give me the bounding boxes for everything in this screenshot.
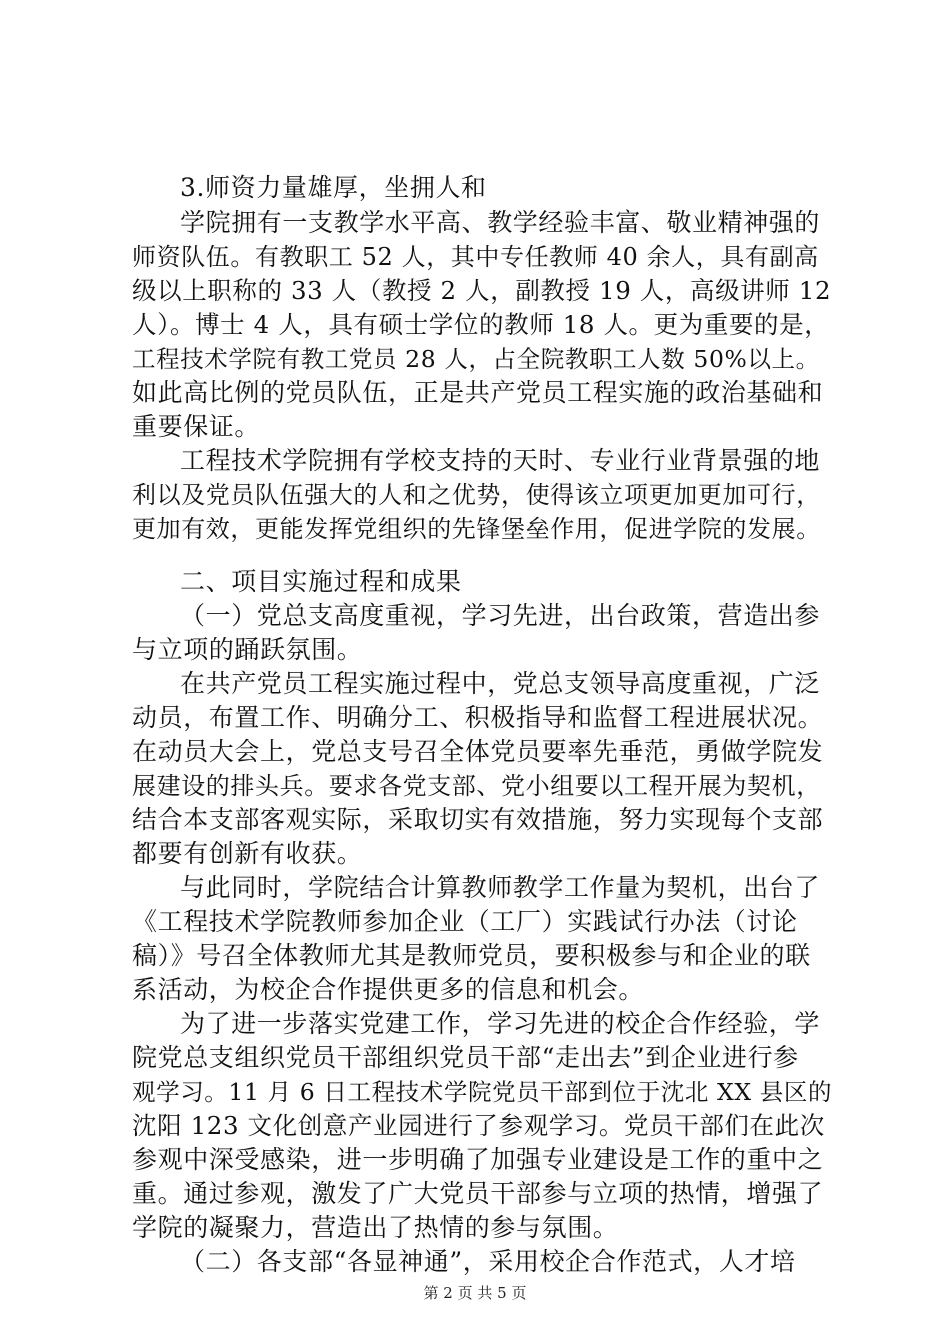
paragraph-line: 观学习。11 月 6 日工程技术学院党员干部到位于沈北 XX 县区的	[132, 1078, 833, 1106]
paragraph-line: 工程技术学院有教工党员 28 人，占全院教职工人数 50%以上。	[132, 345, 820, 373]
paragraph-line: 为了进一步落实党建工作，学习先进的校企合作经验，学	[180, 1009, 821, 1038]
paragraph-line: 结合本支部客观实际，采取切实有效措施，努力实现每个支部	[132, 805, 824, 834]
paragraph-line: 与立项的踊跃氛围。	[132, 635, 363, 664]
paragraph-line: 《工程技术学院教师参加企业（工厂）实践试行办法（讨论	[132, 907, 798, 936]
paragraph-line: 沈阳 123 文化创意产业园进行了参观学习。党员干部们在此次	[132, 1111, 825, 1140]
paragraph-line: 人）。博士 4 人，具有硕士学位的教师 18 人。更为重要的是，	[132, 310, 830, 339]
paragraph-line: 院党总支组织党员干部组织党员干部“走出去”到企业进行参	[132, 1043, 799, 1072]
paragraph-line: 工程技术学院拥有学校支持的天时、专业行业背景强的地	[180, 446, 821, 475]
paragraph-line: 系活动，为校企合作提供更多的信息和机会。	[132, 975, 645, 1004]
paragraph-line: 动员，布置工作、明确分工、积极指导和监督工程进展状况。	[132, 703, 824, 732]
paragraph-line: 学院拥有一支教学水平高、教学经验丰富、敬业精神强的	[180, 208, 821, 237]
paragraph-line: 稿）》号召全体教师尤其是教师党员，要积极参与和企业的联	[132, 941, 811, 970]
paragraph-line: 利以及党员队伍强大的人和之优势，使得该立项更加更加可行，	[132, 481, 821, 509]
subsection-heading-two: （二）各支部“各显神通”，采用校企合作范式，人才培	[180, 1247, 796, 1276]
paragraph-line: 与此同时，学院结合计算教师教学工作量为契机，出台了	[180, 873, 821, 902]
page-footer: 第 2 页 共 5 页	[423, 1284, 527, 1302]
paragraph-line: 在共产党员工程实施过程中，党总支领导高度重视，广泛	[180, 669, 821, 698]
paragraph-line: 重要保证。	[132, 412, 261, 441]
paragraph-line: 都要有创新有收获。	[132, 839, 363, 868]
paragraph-line: 在动员大会上，党总支号召全体党员要率先垂范，勇做学院发	[132, 737, 824, 766]
paragraph-line: 如此高比例的党员队伍，正是共产党员工程实施的政治基础和	[132, 378, 824, 407]
paragraph-line: 级以上职称的 33 人（教授 2 人，副教授 19 人，高级讲师 12	[132, 276, 832, 305]
paragraph-line: 参观中深受感染，进一步明确了加强专业建设是工作的重中之	[132, 1145, 824, 1174]
section-heading-implementation: 二、项目实施过程和成果	[180, 567, 462, 596]
subsection-heading-one: （一）党总支高度重视，学习先进，出台政策，营造出参	[180, 601, 821, 630]
section-heading-faculty: 3.师资力量雄厚，坐拥人和	[180, 173, 487, 202]
paragraph-line: 重。通过参观，激发了广大党员干部参与立项的热情，增强了	[132, 1179, 824, 1208]
paragraph-line: 展建设的排头兵。要求各党支部、党小组要以工程开展为契机，	[132, 772, 821, 800]
paragraph-line: 学院的凝聚力，营造出了热情的参与氛围。	[132, 1213, 619, 1242]
paragraph-line: 师资队伍。有教职工 52 人，其中专任教师 40 余人，具有副高	[132, 243, 819, 271]
paragraph-line: 更加有效，更能发挥党组织的先锋堡垒作用，促进学院的发展。	[132, 515, 821, 543]
